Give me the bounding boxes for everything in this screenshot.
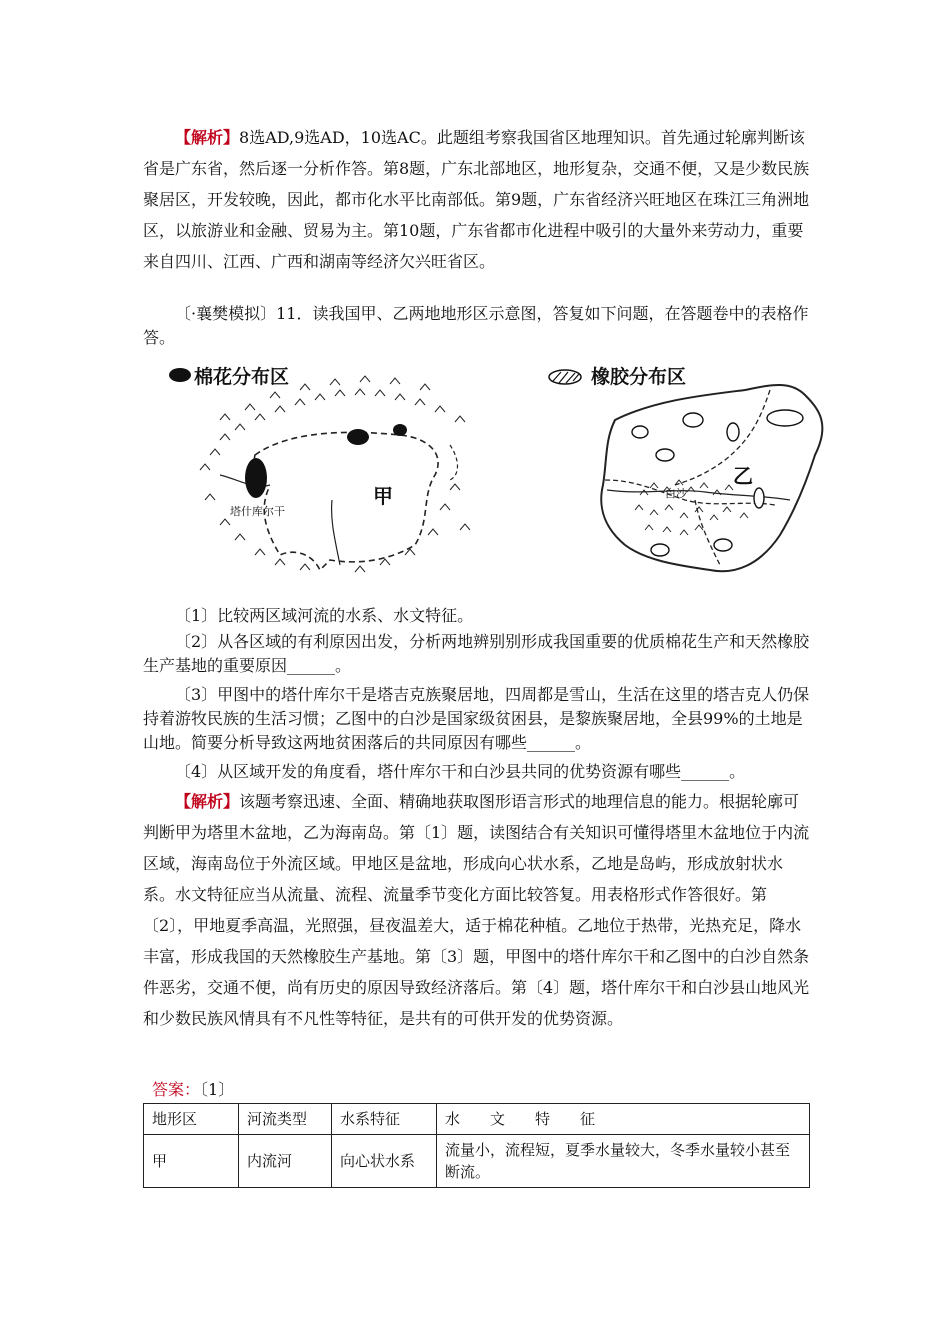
answer-table: [143, 1103, 810, 1188]
map-right: [545, 360, 835, 588]
question-11: 〔·襄樊模拟〕11．读我国甲、乙两地地形区示意图，答复如下问题，在答题卷中的表格作答。: [143, 304, 809, 347]
river-2: [332, 500, 340, 565]
boundary-1: [675, 390, 770, 485]
answer-part: 〔1〕: [200, 1080, 235, 1099]
table-cell: 流量小，流程短，夏季水量较大，冬季水量较小甚至断流。: [437, 1135, 810, 1188]
answer-label: 答案：: [152, 1080, 201, 1099]
analysis-paragraph-2: [143, 786, 813, 1034]
table-header-cell: 水 文 特 征: [437, 1104, 810, 1135]
place-label-baisha: 白沙: [665, 487, 687, 500]
answer-line: [152, 1077, 234, 1100]
region-label-jia: 甲: [373, 484, 393, 508]
rubber-area-5: [767, 410, 803, 426]
analysis-tag: 【解析】: [175, 128, 240, 147]
table-header-cell: 地形区: [144, 1104, 239, 1135]
table-header-row: [144, 1104, 810, 1135]
sub-question-4: 〔4〕从区域开发的角度看，塔什库尔干和白沙县共同的优势资源有哪些______。: [175, 762, 746, 781]
table-row: [144, 1135, 810, 1188]
analysis-tag-2: 【解析】: [175, 792, 240, 811]
table-header-cell: 河流类型: [239, 1104, 332, 1135]
region-label-yi: 乙: [733, 464, 753, 488]
cotton-area-1: [245, 458, 267, 498]
rubber-area-7: [651, 544, 669, 556]
analysis-text: 8选AD,9选AD，10选AC。此题组考察我国省区地理知识。首先通过轮廓判断该省是广东省，然后逐一分析作答。第8题，广东北部地区，地形复杂，交通不便，又是少数民族聚居区，开发较晚，因此，都市化水平比南部低。第9题，广东省经济兴旺地区在珠江三角洲地区，以旅游业和金融、贸易为主。第10题，广东省都市化进程中吸引的大量外来劳动力，重要来自四川、江西、广西和湖南等经济欠兴旺省区。: [143, 128, 810, 271]
table-header-cell: 水系特征: [332, 1104, 437, 1135]
cotton-legend-symbol: [169, 368, 191, 382]
rubber-area-1: [683, 413, 703, 427]
sub-question-2: 〔2〕从各区域的有利原因出发，分析两地辨别别形成我国重要的优质棉花生产和天然橡胶生产基地的重要原因______。: [143, 632, 810, 675]
sub-question-1: 〔1〕比较两区域河流的水系、水文特征。: [175, 606, 474, 625]
map-left-legend: 棉花分布区: [194, 366, 290, 388]
table-cell: 向心状水系: [332, 1135, 437, 1188]
place-label-tashkurgan: 塔什库尔干: [230, 505, 285, 518]
river-3: [450, 445, 458, 480]
sub-question-3: 〔3〕甲图中的塔什库尔干是塔吉克族聚居地，四周都是雪山，生活在这里的塔吉克人仍保持着游牧民族的生活习惯；乙图中的白沙是国家级贫困县，是黎族聚居地，全县99%的土地是山地。简要分析导致这两地贫困落后的共同原因有哪些______。: [143, 685, 810, 752]
analysis-paragraph-1: [143, 122, 813, 277]
rubber-area-2: [632, 426, 648, 438]
rubber-area-8: [714, 539, 732, 551]
table-cell: 甲: [144, 1135, 239, 1188]
cotton-area-3: [393, 424, 407, 436]
rubber-area-4: [727, 423, 739, 441]
table-cell: 内流河: [239, 1135, 332, 1188]
map-right-graphic: [545, 360, 835, 588]
cotton-area-2: [347, 429, 369, 445]
boundary-3: [695, 500, 720, 565]
rubber-area-6: [754, 488, 764, 508]
map-left: [160, 360, 485, 588]
map-right-legend: 橡胶分布区: [591, 366, 687, 388]
analysis-text-2: 该题考察迅速、全面、精确地获取图形语言形式的地理信息的能力。根据轮廓可判断甲为塔里木盆地，乙为海南岛。第〔1〕题，读图结合有关知识可懂得塔里木盆地位于内流区域，海南岛位于外流区域。甲地区是盆地，形成向心状水系，乙地是岛屿，形成放射状水系。水文特征应当从流量、流程、流量季节变化方面比较答复。用表格形式作答很好。第〔2〕，甲地夏季高温，光照强，昼夜温差大，适于棉花种植。乙地位于热带，光热充足，降水丰富，形成我国的天然橡胶生产基地。第〔3〕题，甲图中的塔什库尔干和乙图中的白沙自然条件恶劣，交通不便，尚有历史的原因导致经济落后。第〔4〕题，塔什库尔干和白沙县山地风光和少数民族风情具有不凡性等特征，是共有的可供开发的优势资源。: [143, 792, 810, 1028]
rubber-area-3: [656, 449, 674, 461]
map-left-graphic: [160, 360, 485, 588]
